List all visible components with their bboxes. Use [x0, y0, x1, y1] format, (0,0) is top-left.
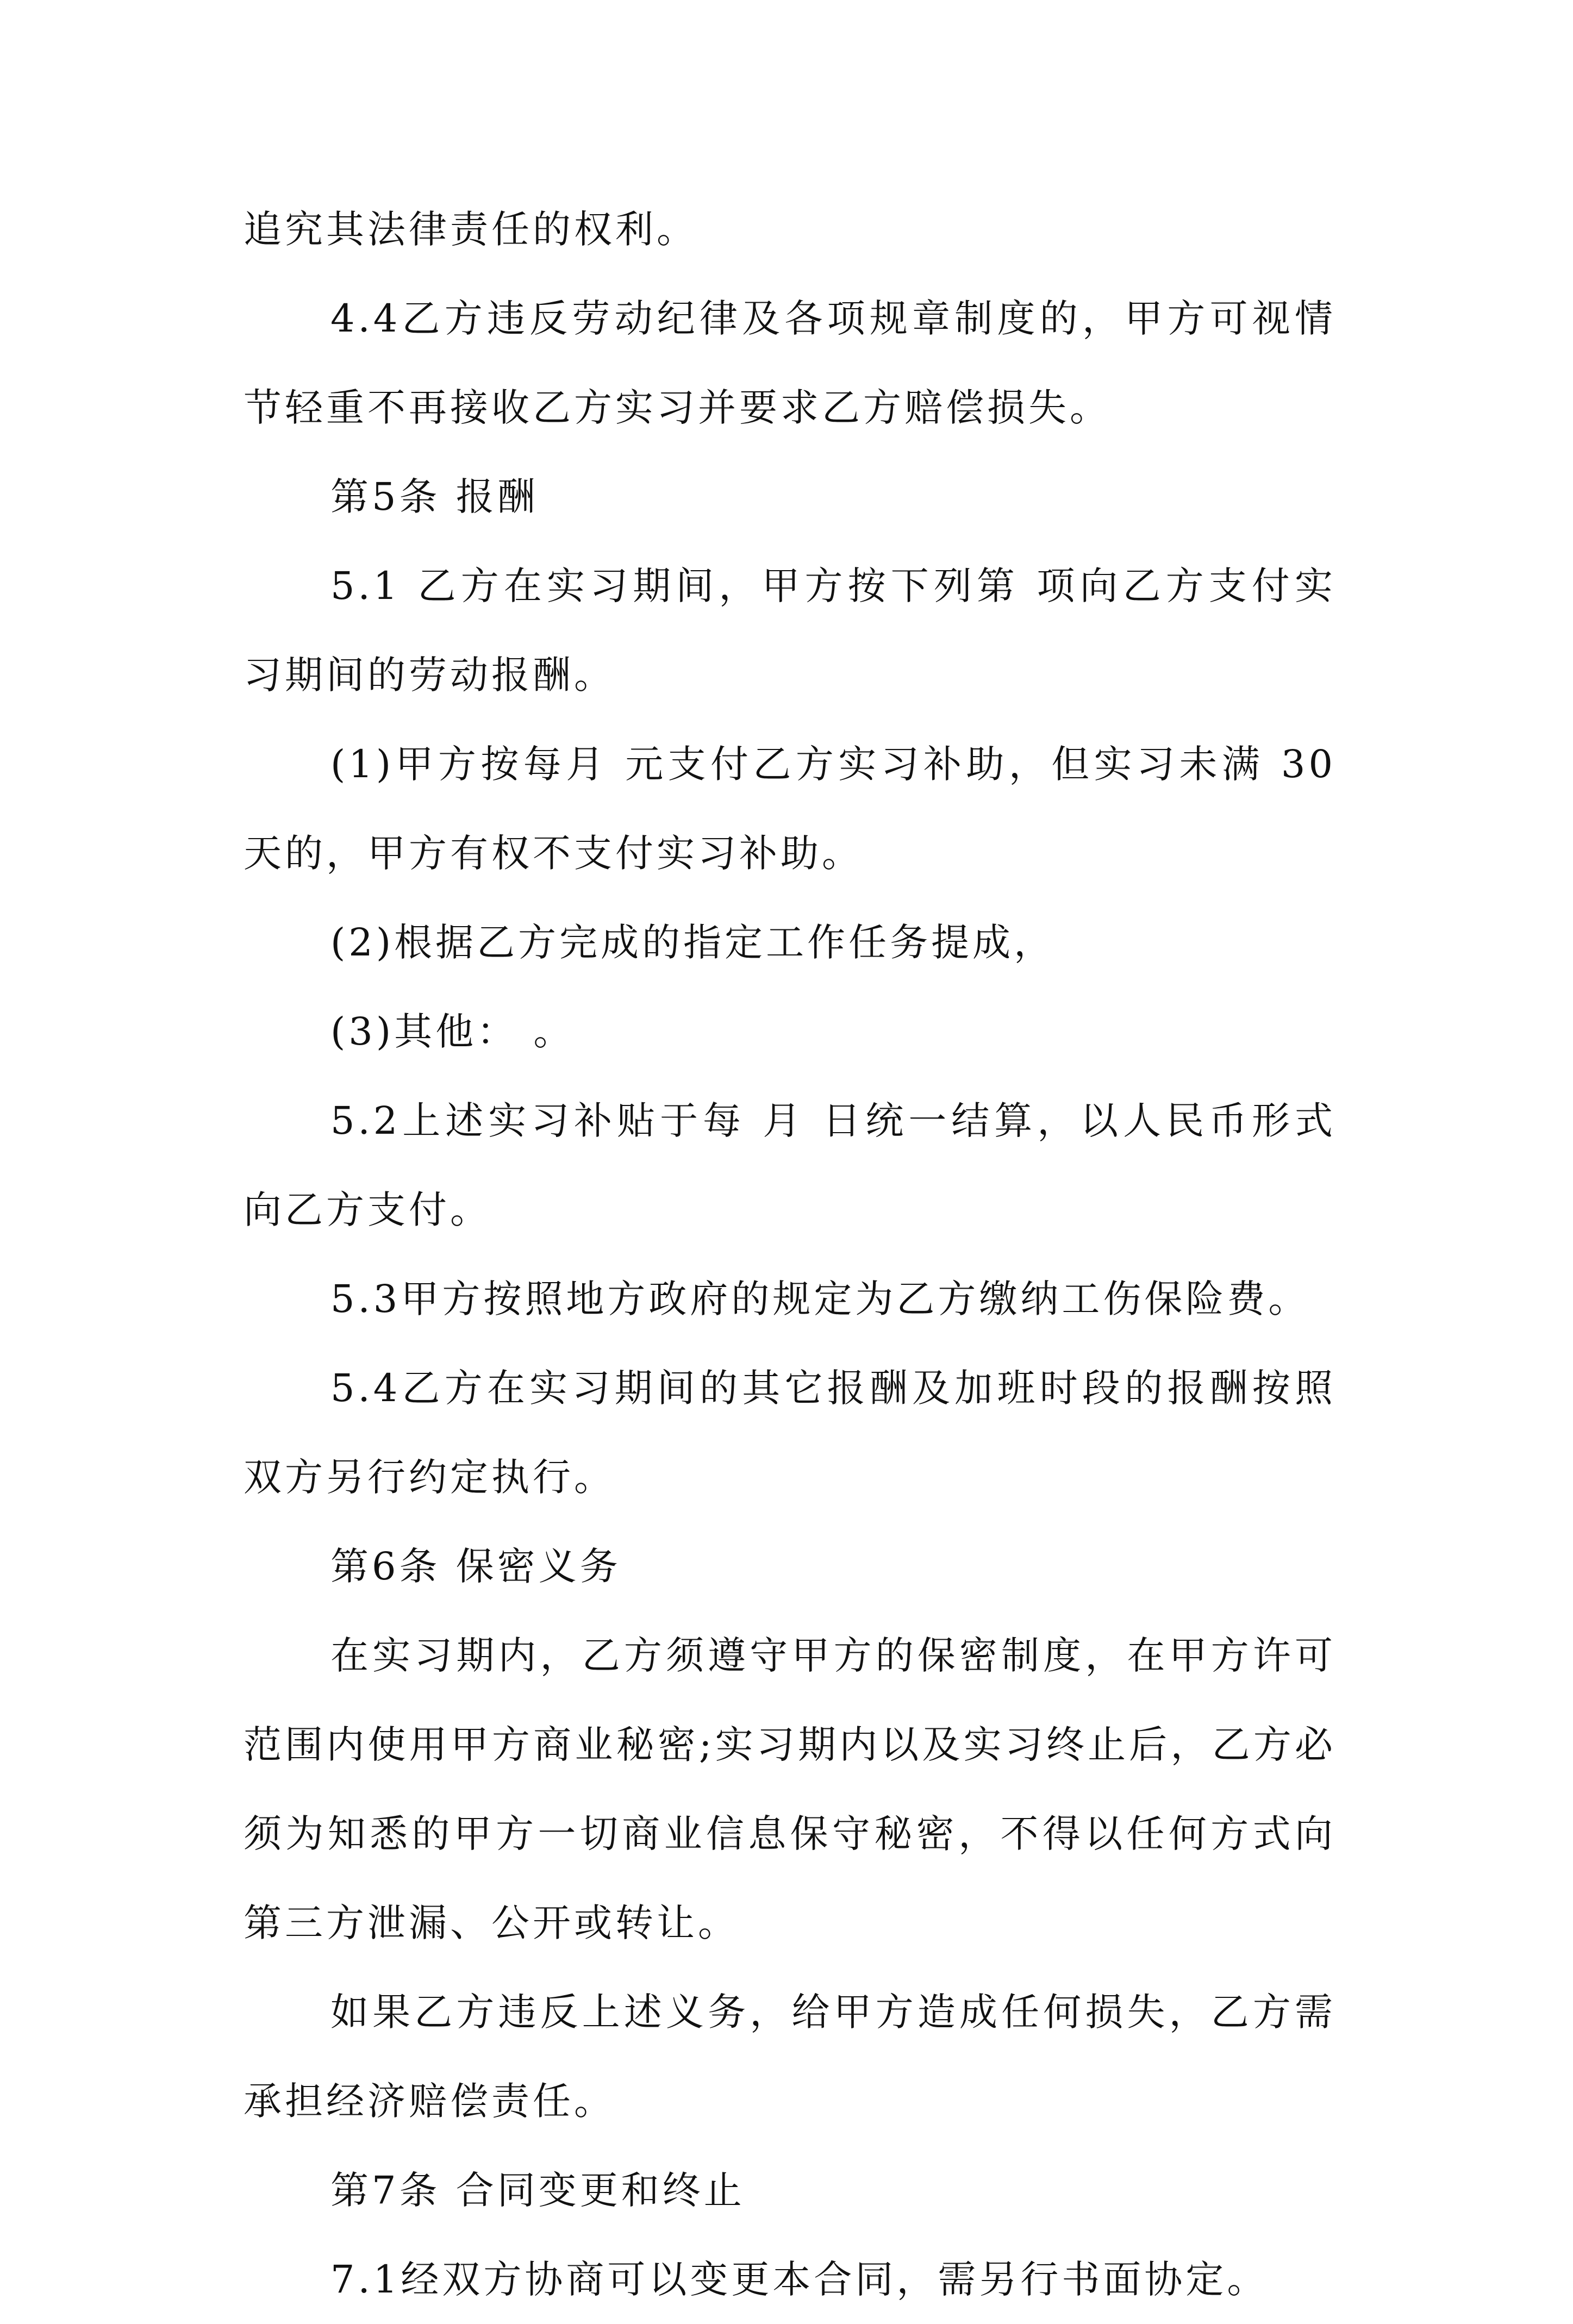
paragraph-5-1-option-2: (2)根据乙方完成的指定工作任务提成， [330, 920, 1056, 965]
paragraph-5-2: 5.2上述实习补贴于每 月 日统一结算，以人民币形式向乙方支付。 [244, 1098, 1336, 1232]
paragraph-5-1-option-3: (3)其他： 。 [330, 1009, 575, 1054]
paragraph-breach-liability: 如果乙方违反上述义务，给甲方造成任何损失，乙方需承担经济赔偿责任。 [244, 1990, 1336, 2123]
paragraph-7-1: 7.1经双方协商可以变更本合同，需另行书面协定。 [330, 2257, 1269, 2302]
paragraph-5-4: 5.4乙方在实习期间的其它报酬及加班时段的报酬按照双方另行约定执行。 [244, 1366, 1336, 1500]
paragraph-continuation: 追究其法律责任的权利。 [244, 207, 698, 252]
paragraph-5-1: 5.1 乙方在实习期间，甲方按下列第 项向乙方支付实习期间的劳动报酬。 [244, 564, 1336, 697]
paragraph-5-3: 5.3甲方按照地方政府的规定为乙方缴纳工伤保险费。 [330, 1277, 1310, 1321]
paragraph-5-1-option-1: (1)甲方按每月 元支付乙方实习补助，但实习未满 30 天的，甲方有权不支付实习补助。 [244, 742, 1336, 876]
heading-article-5: 第5条 报酬 [330, 474, 539, 519]
heading-article-7: 第7条 合同变更和终止 [330, 2168, 745, 2213]
paragraph-4-4: 4.4乙方违反劳动纪律及各项规章制度的，甲方可视情节轻重不再接收乙方实习并要求乙方赔偿损失。 [244, 296, 1336, 430]
heading-article-6: 第6条 保密义务 [330, 1544, 621, 1589]
document-body [244, 185, 1336, 2324]
paragraph-confidentiality: 在实习期内，乙方须遵守甲方的保密制度，在甲方许可范围内使用甲方商业秘密;实习期内以及实习终止后，乙方必须为知悉的甲方一切商业信息保守秘密，不得以任何方式向第三方泄漏、公开或转让。 [244, 1633, 1336, 1945]
